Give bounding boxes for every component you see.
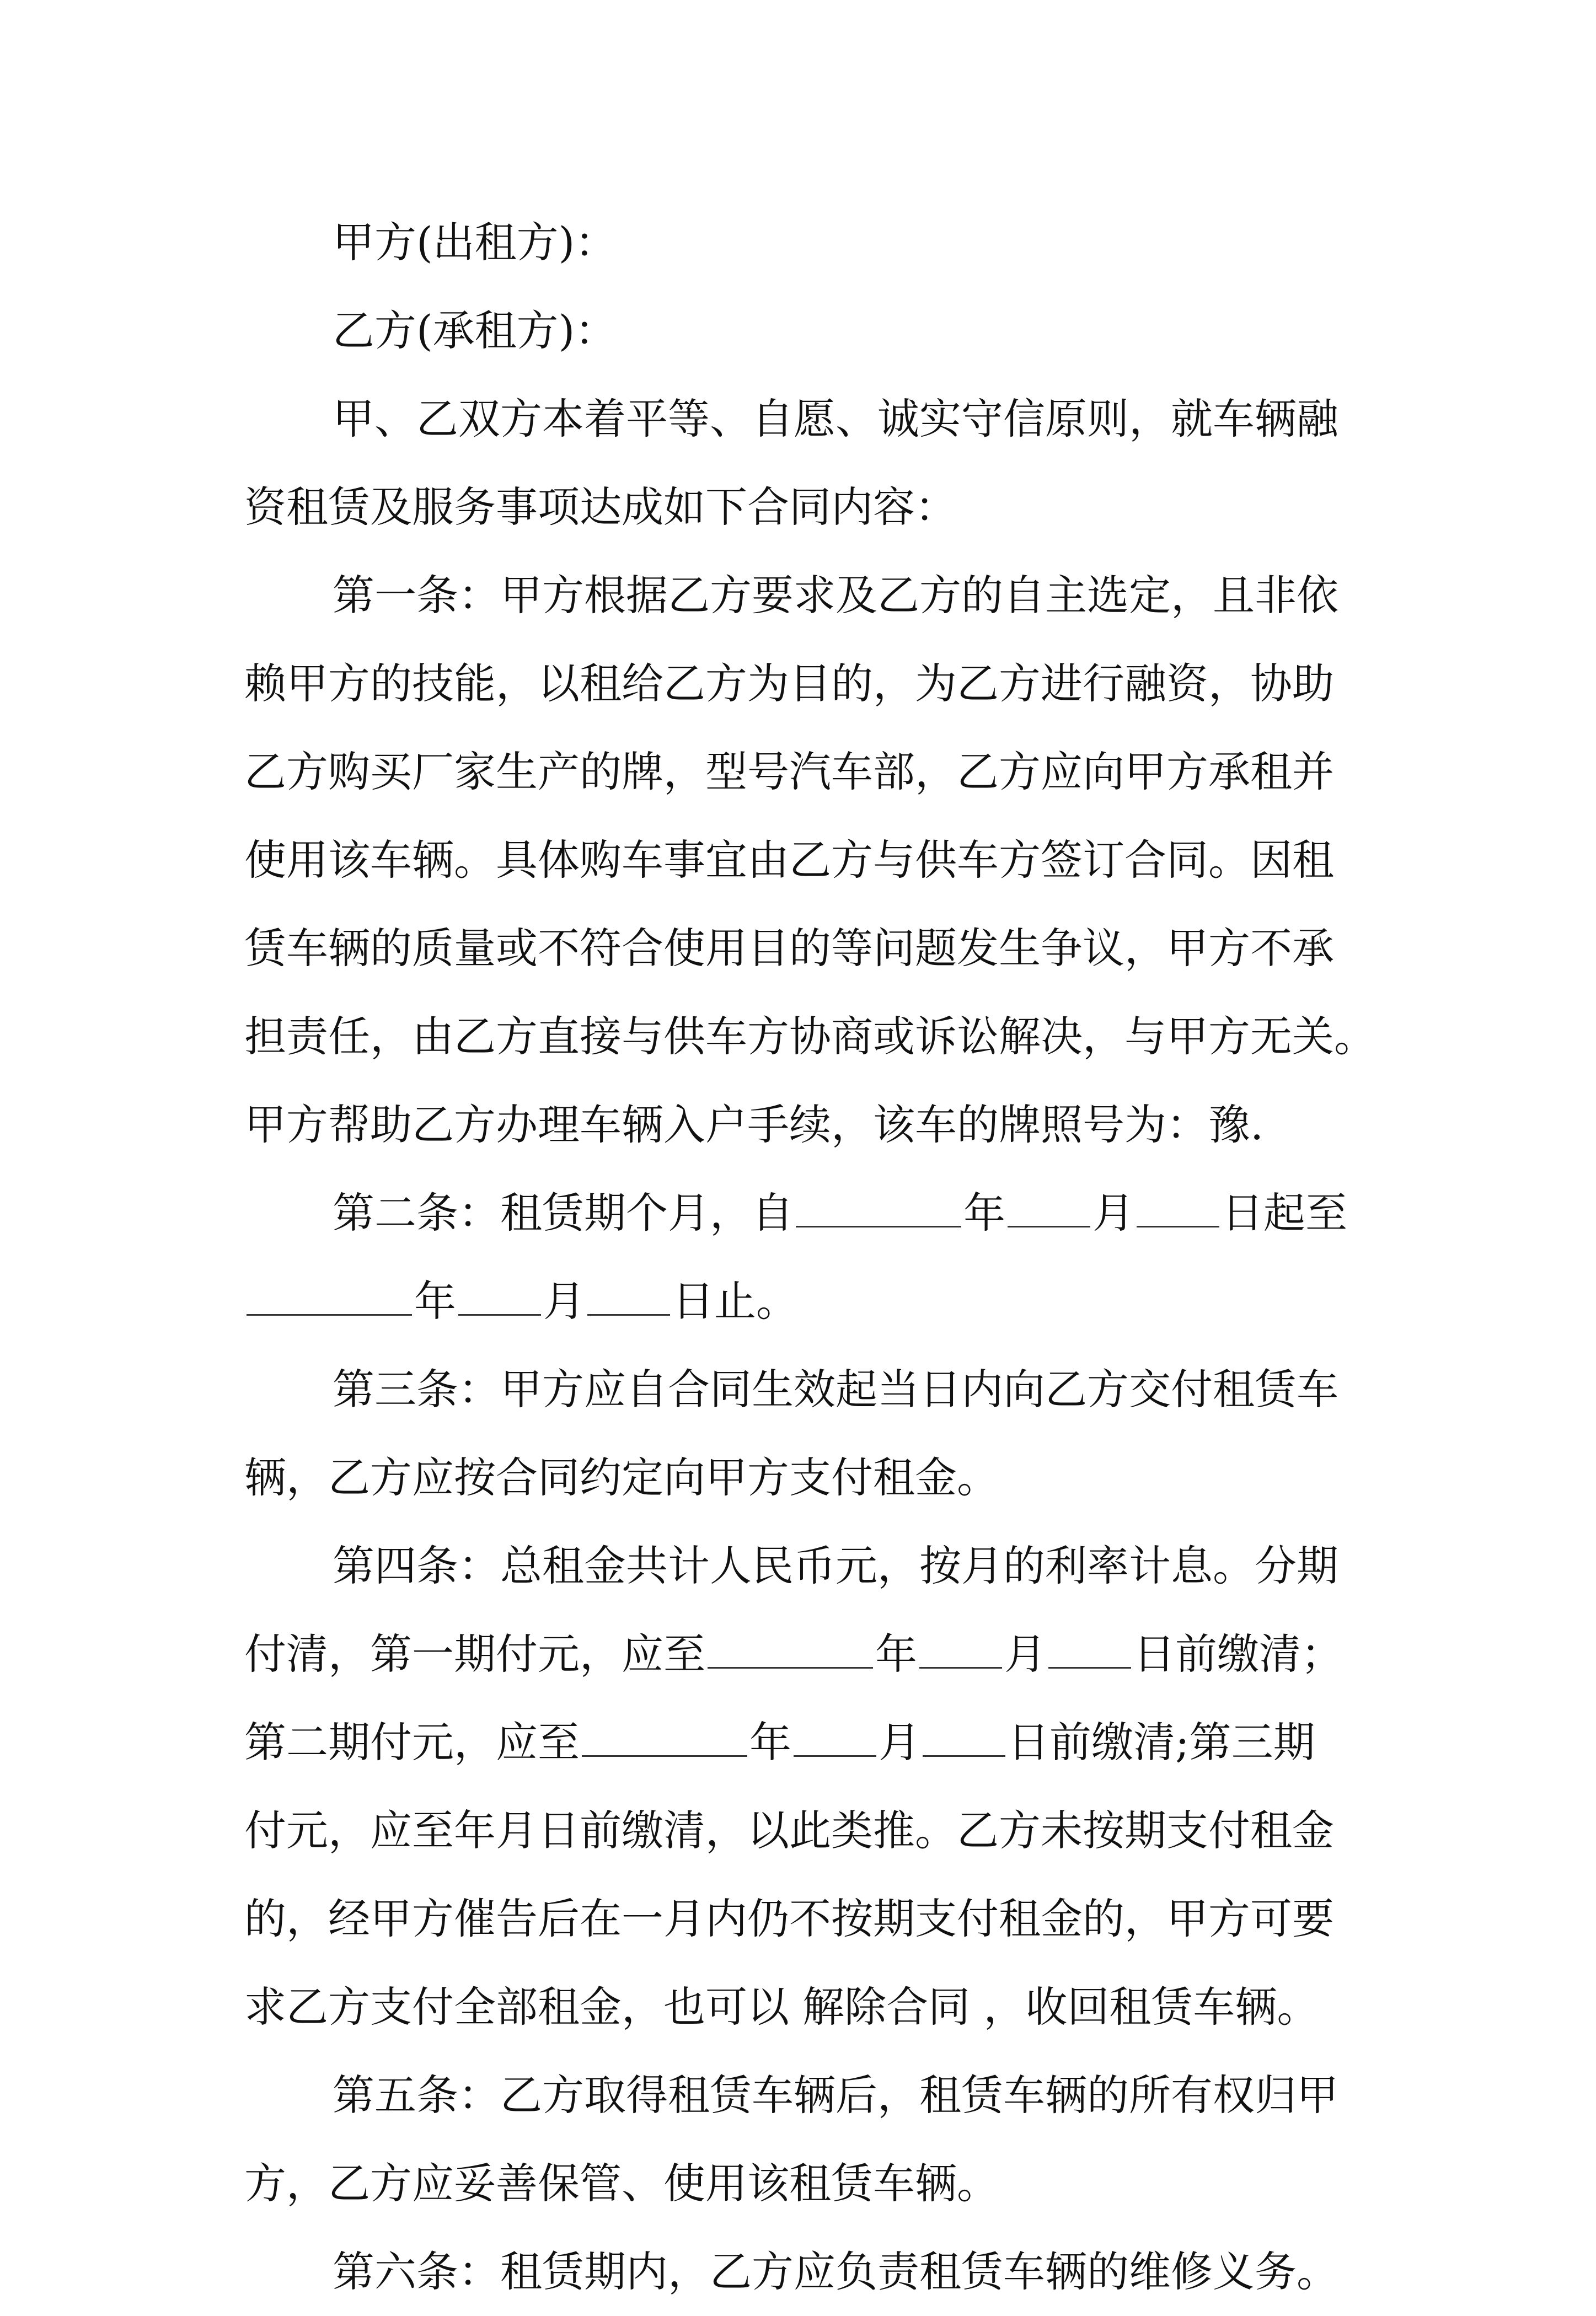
blank-end-day	[587, 1274, 670, 1316]
blank-second-year	[582, 1715, 747, 1757]
article-1-line-1: 第一条：甲方根据乙方要求及乙方的自主选定，且非依	[333, 571, 1338, 620]
blank-day	[1137, 1186, 1219, 1227]
blank-first-day	[1048, 1627, 1131, 1669]
end-date-suffix: 日止。	[672, 1277, 798, 1326]
intro-line-2: 资租赁及服务事项达成如下合同内容：	[244, 482, 957, 532]
article-1-line-5: 赁车辆的质量或不符合使用目的等问题发生争议，甲方不承	[244, 924, 1334, 973]
article-2-line-1	[244, 1169, 1358, 1257]
article-5-line-1: 第五条：乙方取得租赁车辆后，租赁车辆的所有权归甲	[333, 2071, 1338, 2120]
second-year-label: 年	[749, 1718, 791, 1767]
article-3-line-1: 第三条：甲方应自合同生效起当日内向乙方交付租赁车	[333, 1365, 1338, 1414]
article-1-line-4: 使用该车辆。具体购车事宜由乙方与供车方签订合同。因租	[244, 835, 1334, 884]
article-5-line-2: 方，乙方应妥善保管、使用该租赁车辆。	[244, 2159, 999, 2208]
article-4-line-2	[244, 1610, 1358, 1698]
article-4-line-5: 的，经甲方催告后在一月内仍不按期支付租金的，甲方可要	[244, 1894, 1334, 1943]
first-installment-suffix: 日前缴清；	[1133, 1629, 1343, 1679]
article-6-line-1: 第六条：租赁期内，乙方应负责租赁车辆的维修义务。	[333, 2247, 1338, 2296]
article-4-line-1: 第四条：总租金共计人民币元，按月的利率计息。分期	[333, 1541, 1338, 1590]
article-4-line-3	[244, 1698, 1358, 1787]
intro-line-1: 甲、乙双方本着平等、自愿、诚实守信原则，就车辆融	[333, 394, 1338, 443]
blank-second-day	[923, 1715, 1005, 1757]
first-installment-lead: 付清，第一期付元，应至	[244, 1629, 705, 1679]
party-a-line: 甲方(出租方)：	[333, 218, 617, 267]
article-4-line-6: 求乙方支付全部租金，也可以 解除合同 ，收回租赁车辆。	[244, 1982, 1319, 2031]
article-1-line-3: 乙方购买厂家生产的牌，型号汽车部，乙方应向甲方承租并	[244, 747, 1334, 796]
second-month-label: 月	[879, 1718, 920, 1767]
blank-first-month	[919, 1627, 1002, 1669]
blank-end-year	[247, 1274, 412, 1316]
party-b-line: 乙方(承租方)：	[333, 306, 617, 355]
article-2-line-2	[244, 1257, 1358, 1345]
article-3-line-2: 辆，乙方应按合同约定向甲方支付租金。	[244, 1453, 999, 1502]
month-label: 月	[1092, 1188, 1134, 1237]
year-label: 年	[963, 1188, 1005, 1237]
end-month-label: 月	[543, 1277, 585, 1326]
article-1-line-7: 甲方帮助乙方办理车辆入户手续，该车的牌照号为：豫.	[244, 1100, 1264, 1149]
article-4-line-4: 付元，应至年月日前缴清，以此类推。乙方未按期支付租金	[244, 1806, 1334, 1855]
contract-body	[244, 199, 1376, 2316]
first-year-label: 年	[875, 1629, 917, 1679]
start-date-suffix: 日起至	[1222, 1188, 1347, 1237]
article-1-line-6: 担责任，由乙方直接与供车方协商或诉讼解决，与甲方无关。	[244, 1012, 1376, 1061]
second-installment-lead: 第二期付元，应至	[244, 1718, 580, 1767]
first-month-label: 月	[1004, 1629, 1046, 1679]
second-installment-suffix: 日前缴清;第三期	[1008, 1718, 1315, 1767]
article-2-lead: 第二条：租赁期个月，自	[333, 1188, 794, 1237]
blank-year	[796, 1186, 961, 1227]
blank-second-month	[794, 1715, 876, 1757]
blank-month	[1008, 1186, 1090, 1227]
blank-first-year	[708, 1627, 873, 1669]
blank-end-month	[458, 1274, 541, 1316]
article-1-line-2: 赖甲方的技能，以租给乙方为目的，为乙方进行融资，协助	[244, 659, 1334, 708]
end-year-label: 年	[414, 1277, 456, 1326]
